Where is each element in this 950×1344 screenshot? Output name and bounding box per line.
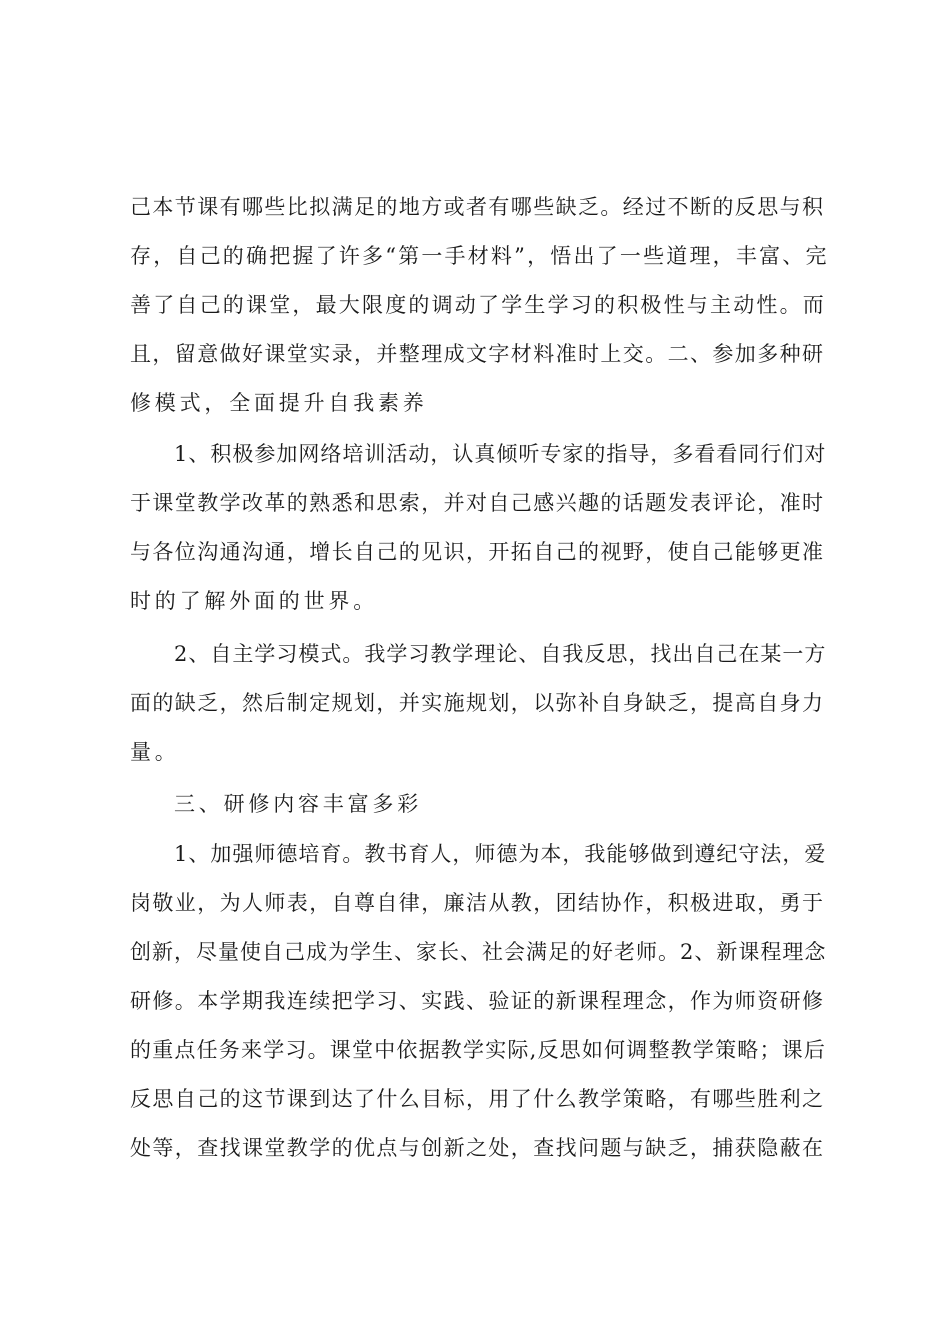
- paragraph-1-line-3: 善了自己的课堂，最大限度的调动了学生学习的积极性与主动性。而: [130, 293, 826, 317]
- paragraph-3: [130, 630, 830, 777]
- paragraph-3-line-1: 2、自主学习模式。我学习教学理论、自我反思，找出自己在某一方: [174, 642, 827, 666]
- section-heading-3: [130, 780, 830, 829]
- paragraph-5-line-5: 的重点任务来学习。课堂中依据教学实际,反思如何调整教学策略；课后: [130, 1038, 827, 1062]
- paragraph-5-line-7: 处等，查找课堂教学的优点与创新之处，查找问题与缺乏，捕获隐蔽在: [130, 1136, 825, 1160]
- paragraph-1-line-4: 且，留意做好课堂实录，并整理成文字材料准时上交。二、参加多种研: [130, 342, 825, 366]
- paragraph-2-line-3: 与各位沟通沟通，增长自己的见识，开拓自己的视野，使自己能够更准: [130, 540, 825, 564]
- paragraph-1: [130, 183, 830, 428]
- paragraph-3-line-3: 量。: [130, 740, 180, 764]
- paragraph-5-line-3: 创新，尽量使自己成为学生、家长、社会满足的好老师。2、新课程理念: [130, 940, 827, 964]
- paragraph-1-line-2: 存，自己的确把握了许多“第一手材料”，悟出了一些道理，丰富、完: [130, 244, 829, 268]
- paragraph-2: [130, 430, 830, 626]
- paragraph-5-line-6: 反思自己的这节课到达了什么目标，用了什么教学策略，有哪些胜利之: [130, 1087, 825, 1111]
- paragraph-3-line-2: 面的缺乏，然后制定规划，并实施规划，以弥补自身缺乏，提高自身力: [130, 691, 825, 715]
- paragraph-1-line-5: 修模式，全面提升自我素养: [130, 391, 428, 415]
- paragraph-2-line-4: 时的了解外面的世界。: [130, 589, 378, 613]
- paragraph-5-line-1: 1、加强师德培育。教书育人，师德为本，我能够做到遵纪守法，爱: [174, 842, 827, 866]
- paragraph-5: [130, 830, 830, 1173]
- paragraph-5-line-4: 研修。本学期我连续把学习、实践、验证的新课程理念，作为师资研修: [130, 989, 825, 1013]
- paragraph-2-line-2: 于课堂教学改革的熟悉和思索，并对自己感兴趣的话题发表评论，准时: [130, 491, 825, 515]
- section-heading-3-line: 三、研修内容丰富多彩: [174, 792, 422, 816]
- paragraph-5-line-2: 岗敬业，为人师表，自尊自律，廉洁从教，团结协作，积极进取，勇于: [130, 891, 825, 915]
- paragraph-2-line-1: 1、积极参加网络培训活动，认真倾听专家的指导，多看看同行们对: [174, 442, 827, 466]
- paragraph-1-line-1: 己本节课有哪些比拟满足的地方或者有哪些缺乏。经过不断的反思与积: [130, 195, 825, 219]
